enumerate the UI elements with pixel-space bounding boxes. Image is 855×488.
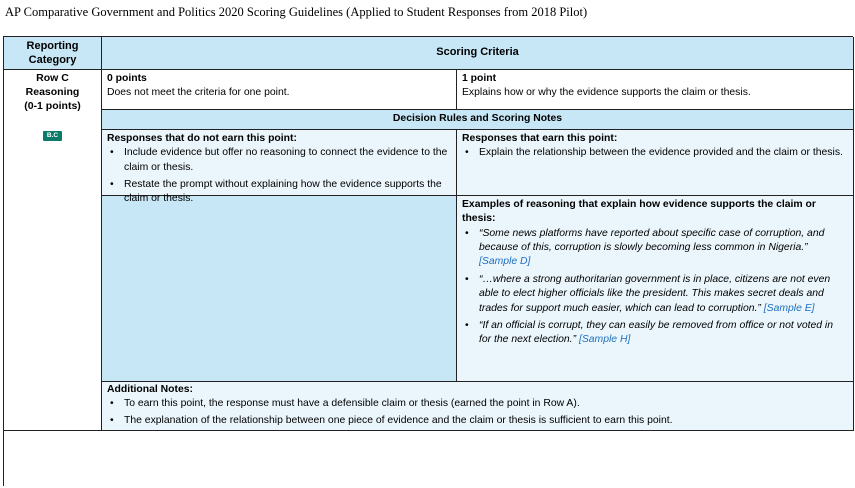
row-category-cell xyxy=(4,70,102,431)
list-item: • Restate the prompt without explaining how the evidence supports the claim or thesis. xyxy=(107,178,451,207)
list-item xyxy=(462,273,848,316)
list-item: • The explanation of the relationship between one piece of evidence and the claim or thesis is sufficient to earn this point. xyxy=(107,414,848,428)
one-point-title: 1 point xyxy=(462,73,497,84)
list-item xyxy=(462,319,848,348)
header-reporting-category: Reporting Category xyxy=(4,37,102,70)
list-item: • To earn this point, the response must have a defensible claim or thesis (earned the point in Row A). xyxy=(107,397,848,411)
earn-list xyxy=(462,146,848,160)
example-quote: “Some news platforms have reported about specific case of corruption, and because of this, corruption is slowly becoming less common in Nigeria.” xyxy=(479,227,825,254)
examples-title: Examples of reasoning that explain how evidence supports the claim or thesis: xyxy=(462,199,816,225)
list-item xyxy=(462,227,848,270)
decision-rules-header: Decision Rules and Scoring Notes xyxy=(102,110,854,130)
example-quote: “If an official is corrupt, they can easily be removed from office or not voted in for the next election.” xyxy=(479,319,834,346)
list-item: • Explain the relationship between the evidence provided and the claim or thesis. xyxy=(462,146,848,160)
earn-cell xyxy=(457,130,854,196)
sample-reference: [Sample H] xyxy=(578,334,631,346)
sample-reference: [Sample E] xyxy=(763,302,815,314)
not-earn-title: Responses that do not earn this point: xyxy=(107,133,297,144)
row-points: (0-1 points) xyxy=(24,100,81,113)
blank-cell xyxy=(102,196,457,382)
examples-cell xyxy=(457,196,854,382)
examples-list xyxy=(462,227,848,348)
zero-points-title: 0 points xyxy=(107,73,147,84)
header-scoring-criteria: Scoring Criteria xyxy=(102,37,854,70)
zero-points-text: Does not meet the criteria for one point. xyxy=(107,87,290,99)
one-point-cell xyxy=(457,70,854,110)
list-item: • Include evidence but offer no reasoning to connect the evidence to the claim or thesis. xyxy=(107,146,451,175)
earn-title: Responses that earn this point: xyxy=(462,133,618,144)
sample-reference: [Sample D] xyxy=(479,256,531,268)
additional-notes-title: Additional Notes: xyxy=(107,384,194,395)
additional-notes-list xyxy=(107,397,848,428)
row-name: Row C xyxy=(36,72,69,84)
skill-badge: B.C xyxy=(43,131,62,142)
not-earn-cell xyxy=(102,130,457,205)
document-title: AP Comparative Government and Politics 2020 Scoring Guidelines (Applied to Student Responses from 2018 Pilot) xyxy=(5,5,588,19)
one-point-text: Explains how or why the evidence supports the claim or thesis. xyxy=(462,87,751,99)
not-earn-list xyxy=(107,146,451,206)
example-quote: “…where a strong authoritarian government is in place, citizens are not even able to elect higher officials like the president. This makes secret deals and trades for support much easier, which can lead to corruption.” xyxy=(479,273,831,314)
additional-notes-cell xyxy=(102,382,854,431)
row-category: Reasoning xyxy=(25,86,80,99)
zero-points-cell xyxy=(102,70,457,110)
scoring-table xyxy=(3,36,853,486)
